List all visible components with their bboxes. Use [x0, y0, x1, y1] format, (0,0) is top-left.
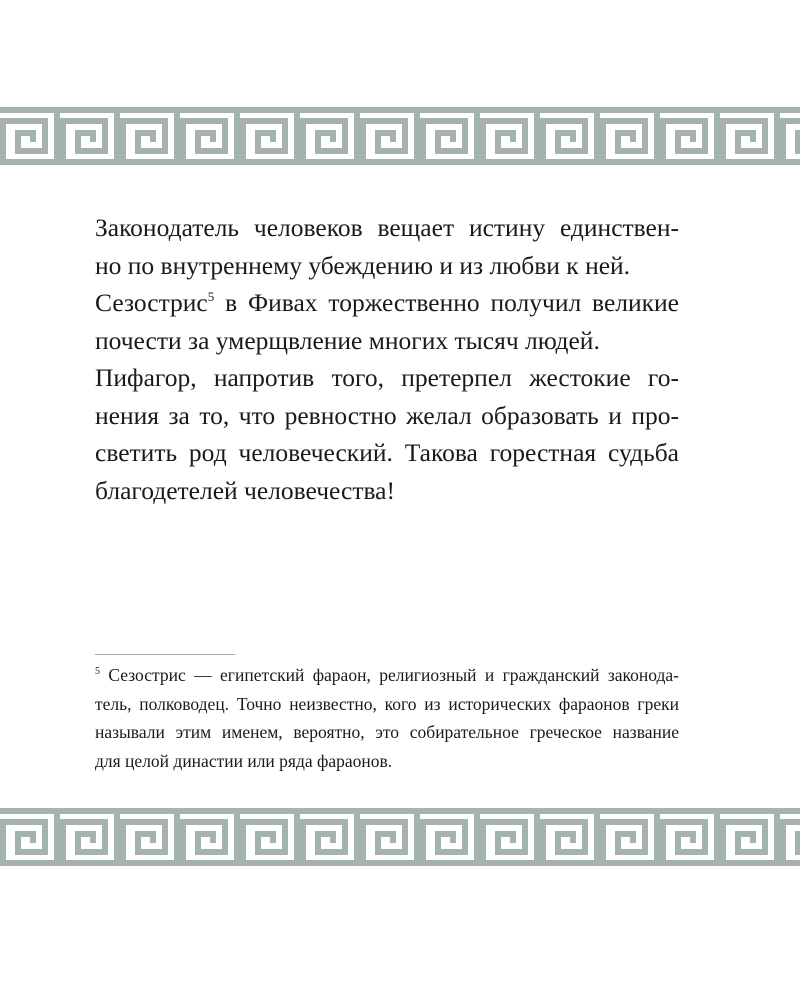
- main-text-line: но по внутреннему убеждению и из любви к ней.: [95, 250, 631, 280]
- footnote-reference[interactable]: 5: [207, 289, 215, 304]
- main-text-line: [95, 284, 679, 322]
- footnote-line: называли этим именем, вероятно, это собирательное греческое название: [95, 722, 679, 742]
- main-text-line: Законодатель человеков вещает истину единствен-: [95, 213, 679, 242]
- footnote: [95, 661, 679, 775]
- footnote-line: [95, 661, 679, 690]
- footnote-separator: [95, 654, 235, 655]
- main-text-line: благодетелей человечества!: [95, 475, 395, 505]
- main-text-line: светить род человеческий. Такова горестная судьба: [95, 438, 679, 467]
- footnote-line: тель, полководец. Точно неизвестно, кого из исторических фараонов греки: [95, 693, 679, 714]
- main-text-line: нения за то, что ревностно желал образовать и про-: [95, 400, 679, 430]
- greek-key-border-bottom: [0, 808, 800, 866]
- main-text-line: почести за умерщвление многих тысяч людей.: [95, 325, 600, 355]
- greek-key-border-top: [0, 107, 800, 165]
- main-paragraph: [95, 209, 679, 509]
- main-text-line-rest: в Фивах торжественно получил великие: [214, 288, 679, 317]
- footnote-line-text: Сезострис — египетский фараон, религиозный и гражданский законода-: [100, 665, 679, 685]
- footnote-marker: 5: [95, 666, 100, 677]
- main-text-line: Пифагор, напротив того, претерпел жестокие го-: [95, 363, 679, 392]
- sesostris-word: Сезострис: [95, 288, 208, 317]
- footnote-line: для целой династии или ряда фараонов.: [95, 750, 393, 771]
